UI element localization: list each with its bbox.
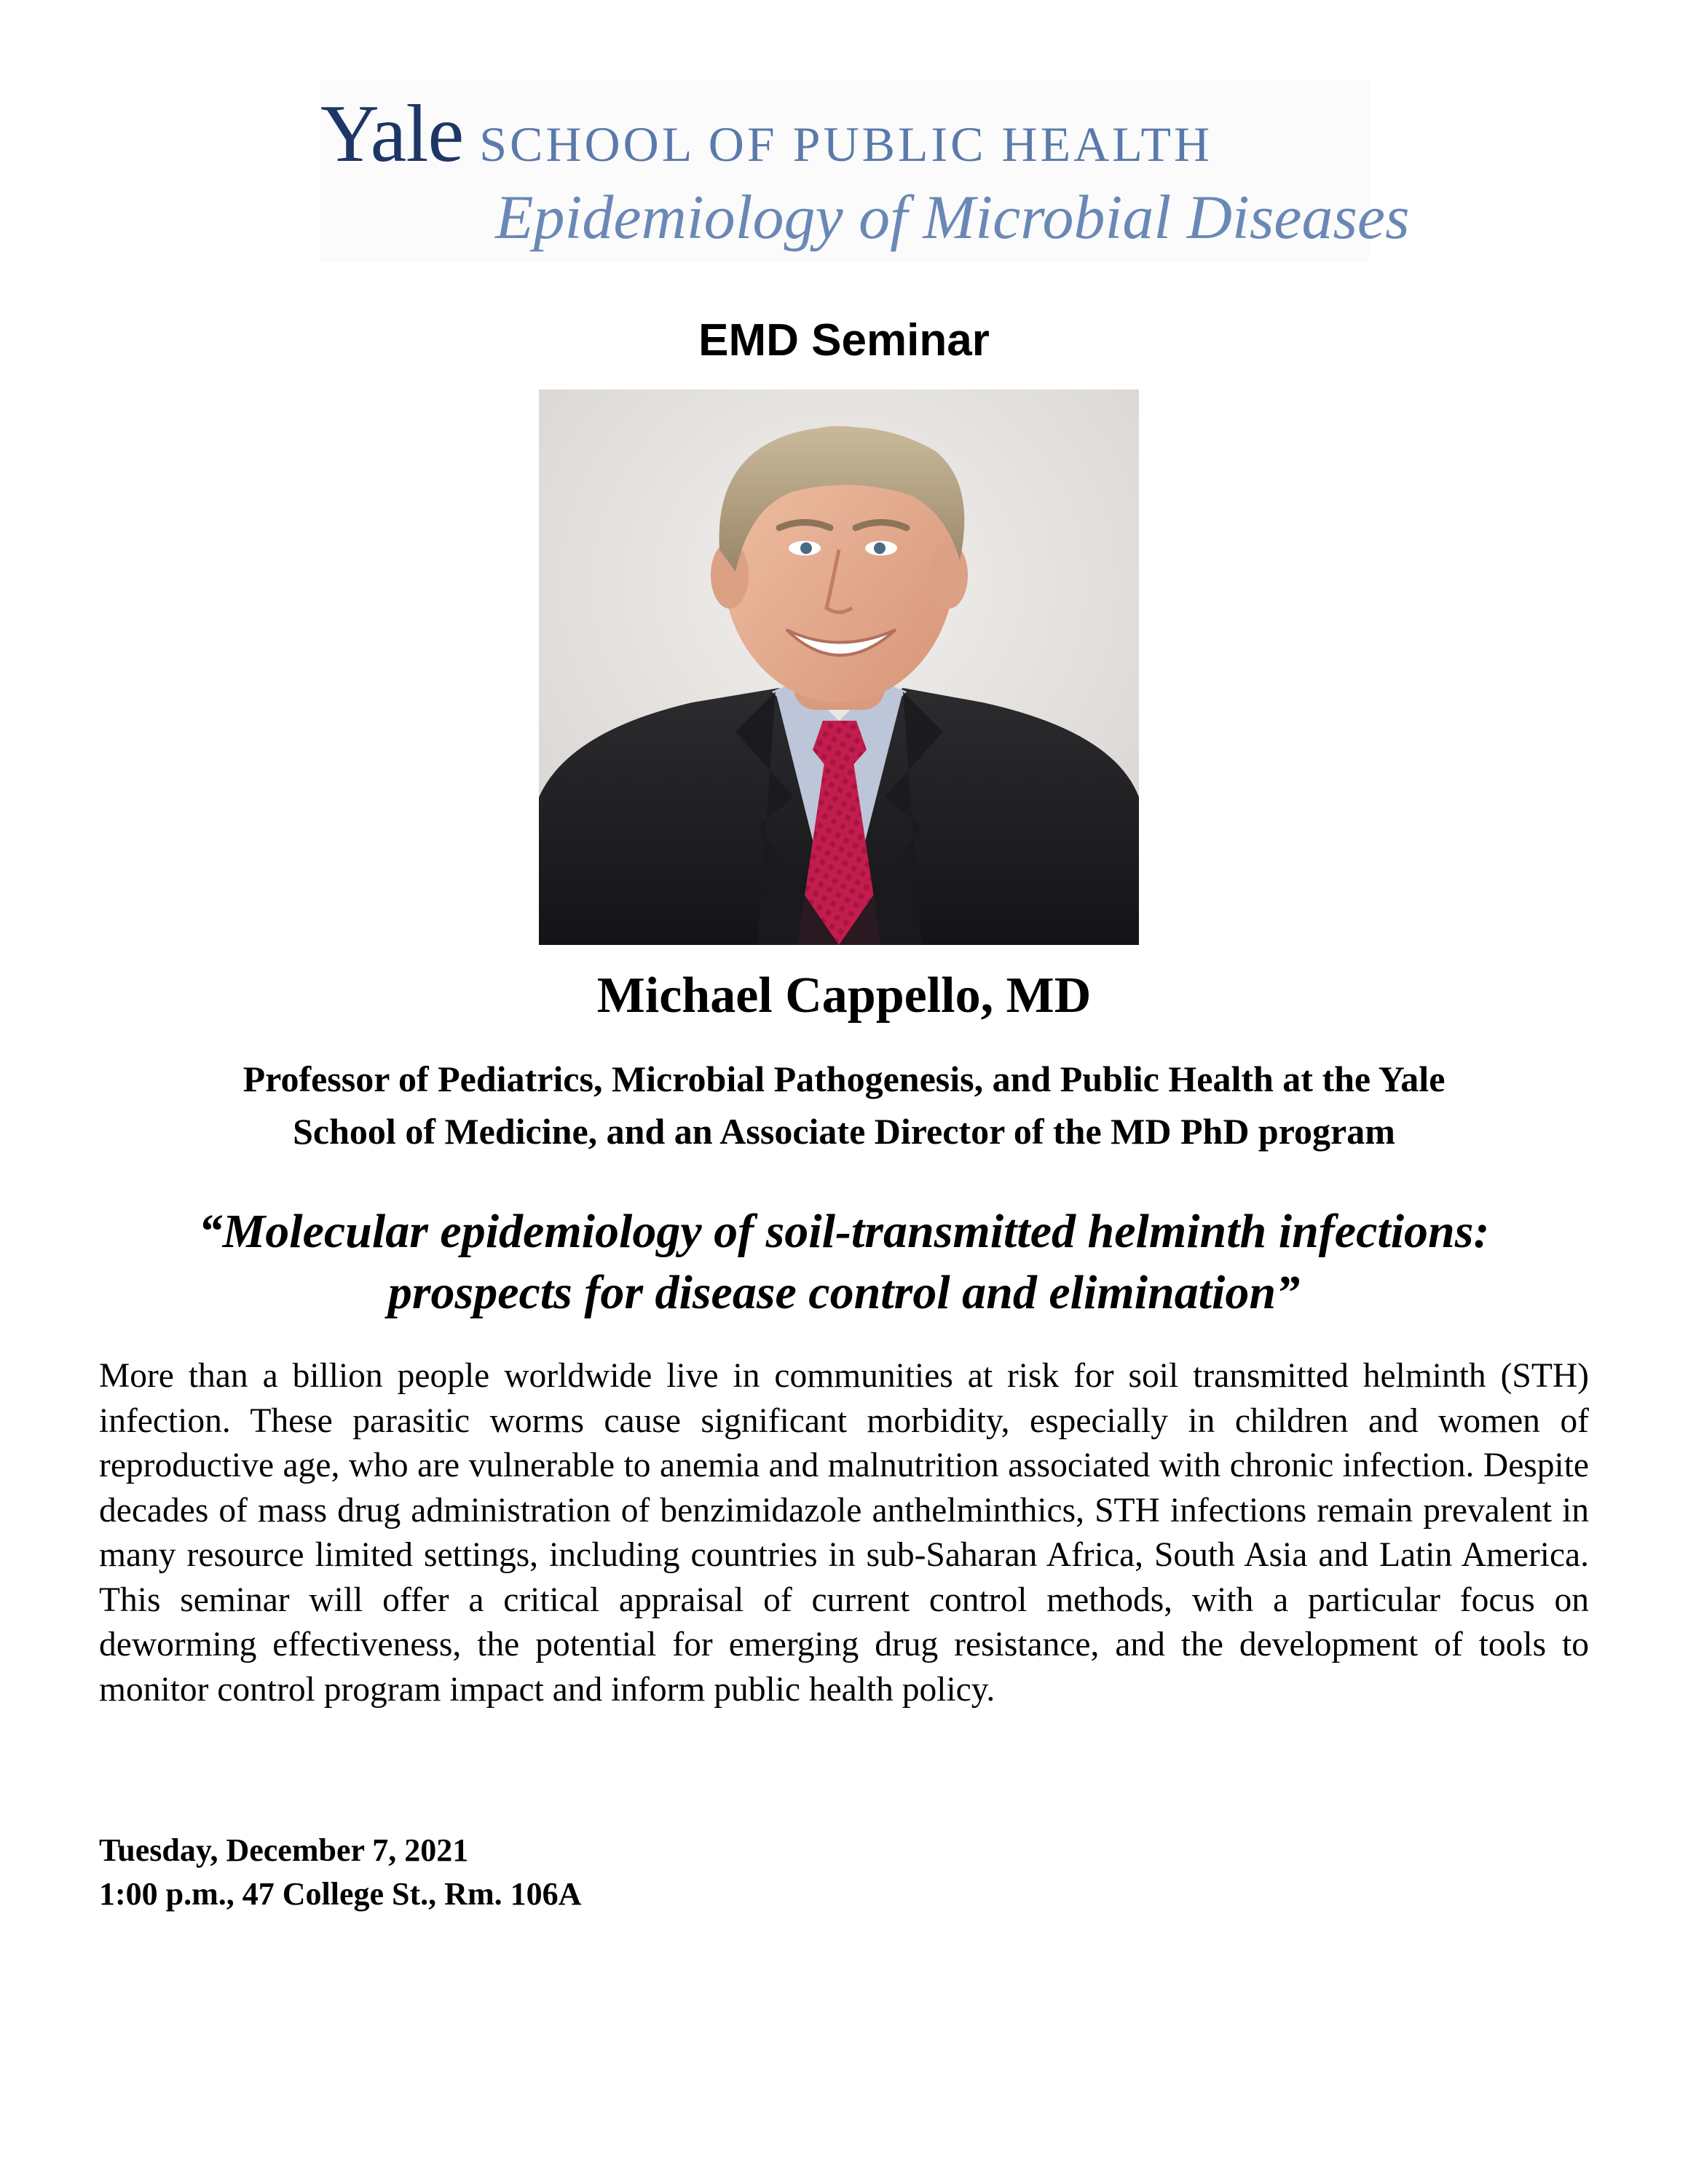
event-date: Tuesday, December 7, 2021: [99, 1832, 469, 1868]
logo-line1: [320, 87, 1212, 181]
speaker-affiliation-line1: Professor of Pediatrics, Microbial Pathogenesis, and Public Health at the Yale: [242, 1059, 1446, 1099]
talk-title: [109, 1201, 1579, 1324]
seminar-label: EMD Seminar: [698, 315, 990, 365]
logo-yale-wordmark: Yale: [320, 89, 464, 179]
speaker-portrait-graphic: [539, 389, 1139, 945]
logo-department-name: Epidemiology of Microbial Diseases: [495, 182, 1410, 252]
event-info: [99, 1829, 581, 1916]
event-time-location: 1:00 p.m., 47 College St., Rm. 106A: [99, 1876, 582, 1912]
talk-title-line2: prospects for disease control and elimination”: [387, 1266, 1301, 1319]
speaker-photo: [539, 389, 1139, 945]
speaker-affiliation: [109, 1053, 1579, 1158]
logo-school-name: SCHOOL OF PUBLIC HEALTH: [479, 116, 1213, 172]
speaker-name: Michael Cappello, MD: [596, 968, 1092, 1024]
speaker-affiliation-line2: School of Medicine, and an Associate Director of the MD PhD program: [293, 1111, 1395, 1152]
yale-sph-logo: [320, 80, 1410, 262]
talk-abstract: More than a billion people worldwide live in communities at risk for soil transmitted helminth (STH) infection. These parasitic worms cause significant morbidity, especially in children and women of reproductive age, who are vulnerable to anemia and malnutrition associated with chronic infection. Despite decades of mass drug administration of benzimidazole anthelminthics, STH infections remain prevalent in many resource limited settings, including countries in sub-Saharan Africa, South Asia and Latin America. This seminar will offer a critical appraisal of current control methods, with a particular focus on deworming effectiveness, the potential for emerging drug resistance, and the development of tools to monitor control program impact and inform public health policy.: [99, 1357, 1589, 1709]
talk-title-line1: “Molecular epidemiology of soil-transmitted helminth infections:: [198, 1205, 1490, 1258]
